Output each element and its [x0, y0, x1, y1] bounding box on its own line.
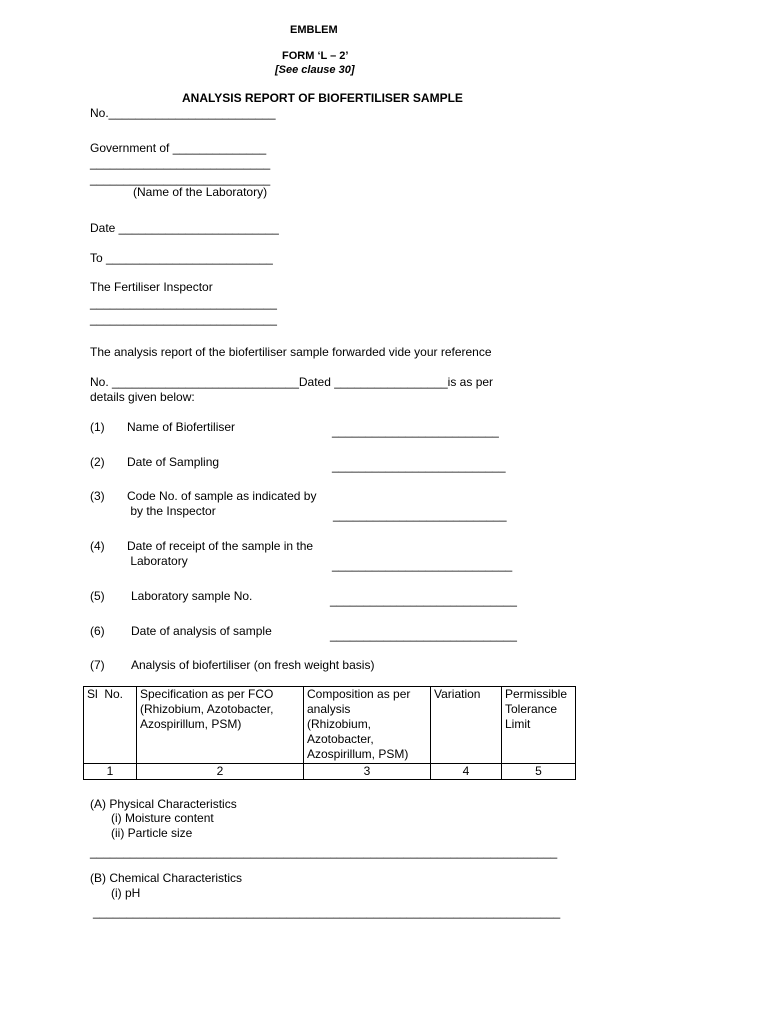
laboratory-line-2[interactable]: ___________________________	[90, 172, 271, 186]
item-number: (1)	[90, 420, 105, 434]
chemical-answer-line[interactable]: ______________________________________________________________________	[93, 905, 561, 919]
item-answer-line[interactable]: ____________________________	[330, 628, 517, 642]
form-number: FORM ‘L – 2’	[282, 50, 349, 62]
reference-line[interactable]: No. ____________________________Dated _________________is as per	[90, 375, 494, 389]
laboratory-name-label: (Name of the Laboratory)	[133, 185, 268, 199]
column-number: 1	[84, 764, 137, 780]
item-number: (4)	[90, 539, 105, 553]
item-label: Name of Biofertiliser	[127, 420, 236, 434]
inspector-line-1[interactable]: ____________________________	[90, 296, 277, 310]
item-answer-line[interactable]: _________________________	[332, 424, 499, 438]
column-number: 3	[304, 764, 431, 780]
item-label: Analysis of biofertiliser (on fresh weight basis)	[131, 658, 375, 672]
report-number-field[interactable]: No._________________________	[90, 106, 276, 120]
item-label: Laboratory sample No.	[131, 589, 253, 603]
header-specification: Specification as per FCO (Rhizobium, Azotobacter, Azospirillum, PSM)	[137, 687, 304, 764]
table-number-row	[84, 764, 576, 780]
header-composition: Composition as per analysis (Rhizobium, Azotobacter, Azospirillum, PSM)	[304, 687, 431, 764]
item-answer-line[interactable]: __________________________	[332, 459, 506, 473]
clause-reference: [See clause 30]	[275, 64, 355, 76]
analysis-table	[83, 686, 576, 780]
physical-answer-line[interactable]: ______________________________________________________________________	[90, 845, 558, 859]
header-tolerance-limit: Permissible Tolerance Limit	[502, 687, 576, 764]
column-number: 5	[502, 764, 576, 780]
details-text: details given below:	[90, 390, 195, 404]
header-variation: Variation	[431, 687, 502, 764]
laboratory-line-1[interactable]: ___________________________	[90, 156, 271, 170]
item-number: (6)	[90, 624, 105, 638]
item-label: Code No. of sample as indicated by	[127, 489, 317, 503]
inspector-label: The Fertiliser Inspector	[90, 280, 213, 294]
item-label-continued: by the Inspector	[127, 504, 216, 518]
to-field[interactable]: To _________________________	[90, 251, 273, 265]
inspector-line-2[interactable]: ____________________________	[90, 312, 277, 326]
table-header-row	[84, 687, 576, 764]
item-label: Date of Sampling	[127, 455, 220, 469]
item-number: (5)	[90, 589, 105, 603]
item-answer-line[interactable]: ___________________________	[332, 558, 513, 572]
emblem-label: EMBLEM	[290, 24, 338, 36]
intro-text: The analysis report of the biofertiliser sample forwarded vide your reference	[90, 345, 492, 359]
page-title: ANALYSIS REPORT OF BIOFERTILISER SAMPLE	[182, 91, 463, 105]
chemical-item: (i) pH	[111, 886, 141, 900]
physical-characteristics-heading: (A) Physical Characteristics	[90, 797, 237, 811]
item-answer-line[interactable]: __________________________	[333, 508, 507, 522]
item-number: (3)	[90, 489, 105, 503]
item-number: (2)	[90, 455, 105, 469]
column-number: 4	[431, 764, 502, 780]
item-label-continued: Laboratory	[127, 554, 188, 568]
chemical-characteristics-heading: (B) Chemical Characteristics	[90, 871, 243, 885]
item-number: (7)	[90, 658, 105, 672]
physical-item: (ii) Particle size	[111, 826, 193, 840]
item-label: Date of receipt of the sample in the	[127, 539, 314, 553]
header-sl-no: Sl No.	[84, 687, 137, 764]
physical-item: (i) Moisture content	[111, 811, 214, 825]
item-answer-line[interactable]: ____________________________	[330, 593, 517, 607]
government-field[interactable]: Government of ______________	[90, 141, 267, 155]
column-number: 2	[137, 764, 304, 780]
date-field[interactable]: Date ________________________	[90, 221, 279, 235]
item-label: Date of analysis of sample	[131, 624, 272, 638]
